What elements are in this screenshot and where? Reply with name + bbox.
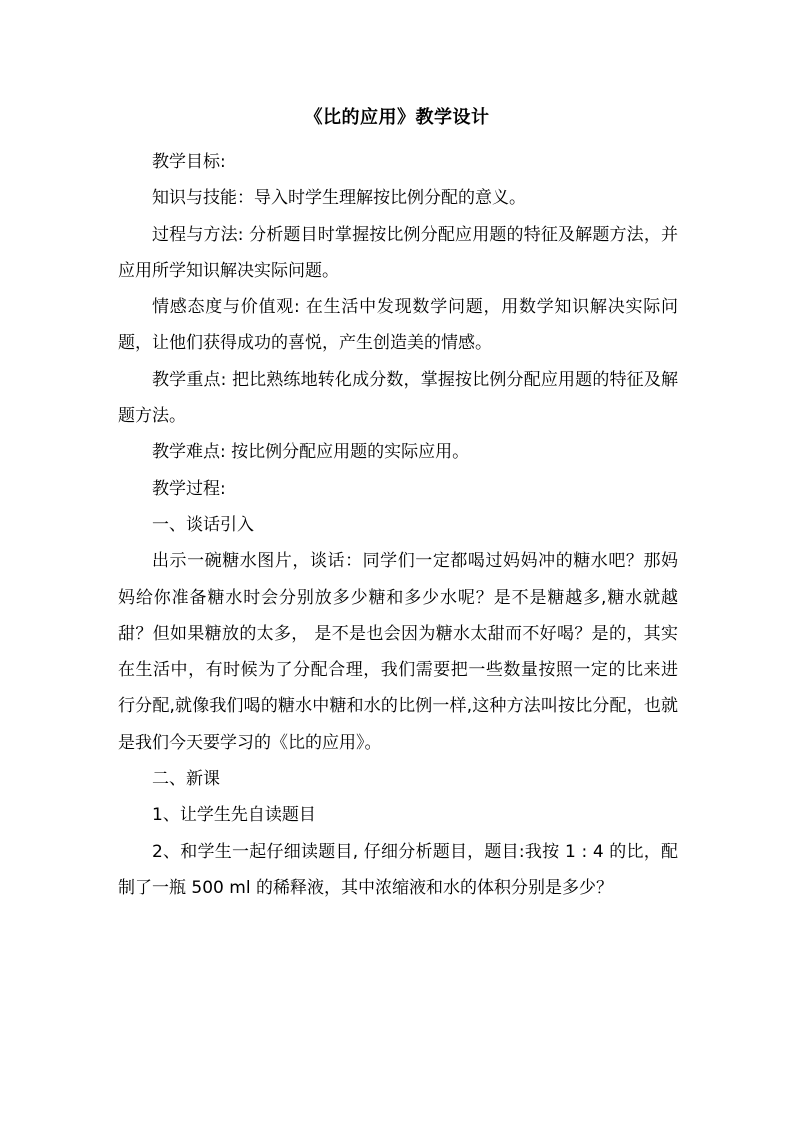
document-body xyxy=(118,144,678,906)
paragraph-teaching-goals: 教学目标: xyxy=(152,152,226,172)
paragraph-knowledge-skills: 知识与技能：导入时学生理解按比例分配的意义。 xyxy=(152,188,526,209)
paragraph-intro-dialogue: 出示一碗糖水图片，谈话：同学们一定都喝过妈妈冲的糖水吧？那妈妈给你准备糖水时会分别放多少糖和多少水呢？是不是糖越多,糖水就越甜？但如果糖放的太多， 是不是也会因为糖水太甜而不好喝？是的，其实在生活中，有时候为了分配合理，我们需要把一些数量按照一定的比来进行分配,就像我们喝的糖水中糖和水的比例一样,这种方法叫按比分配，也就是我们今天要学习的《比的应用》。 xyxy=(118,551,678,753)
paragraph-process-methods: 过程与方法: 分析题目时掌握按比例分配应用题的特征及解题方法，并应用所学知识解决实际问题。 xyxy=(118,224,678,281)
list-item-step-1: 1、让学生先自读题目 xyxy=(152,805,316,826)
list-item-step-2: 2、和学生一起仔细读题目, 仔细分析题目，题目:我按 1 : 4 的比，配制了一瓶 500 ml 的稀释液，其中浓缩液和水的体积分别是多少？ xyxy=(118,841,678,898)
document-title: 《比的应用》教学设计 xyxy=(304,107,490,128)
paragraph-key-points: 教学重点: 把比熟练地转化成分数，掌握按比例分配应用题的特征及解题方法。 xyxy=(118,369,678,427)
paragraph-difficulties: 教学难点: 按比例分配应用题的实际应用。 xyxy=(152,442,470,463)
section-heading-new-lesson: 二、新课 xyxy=(152,769,220,790)
paragraph-emotion-values: 情感态度与价值观: 在生活中发现数学问题，用数学知识解决实际问题，让他们获得成功的喜悦，产生创造美的情感。 xyxy=(118,297,678,354)
section-heading-intro: 一、谈话引入 xyxy=(152,514,254,535)
paragraph-teaching-process: 教学过程: xyxy=(152,478,226,499)
